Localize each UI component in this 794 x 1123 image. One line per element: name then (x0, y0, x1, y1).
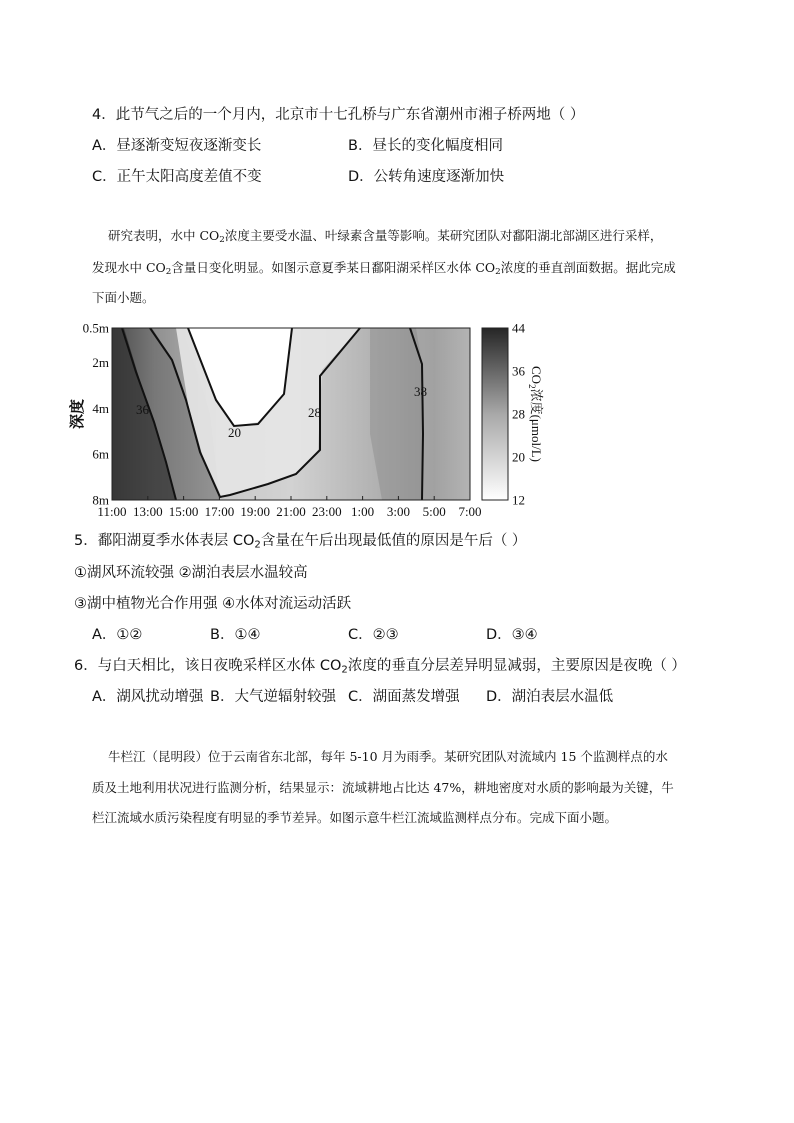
x-tick-label: 21:00 (276, 504, 306, 519)
passage1-line1: 研究表明，水中 $CO_2$浓度主要受水温、叶绿素含量等影响。某研究团队对鄱阳湖北部湖区进行采样， (108, 228, 663, 246)
x-tick-label: 19:00 (240, 504, 271, 519)
q5-option-a: A．①② (92, 627, 143, 643)
y-tick-label: 8m (92, 492, 109, 508)
q6-stem: 6．与白天相比，该日夜晚采样区水体 $CO_2$浓度的垂直分层差异明显减弱，主要原因是夜晚（ ） (74, 658, 686, 676)
x-tick-label: 23:00 (311, 504, 342, 519)
colorbar-tick-label: 12 (512, 492, 525, 508)
colorbar-tick-label: 28 (512, 406, 525, 422)
x-tick-label: 11:00 (97, 504, 127, 519)
colorbar-tick-label: 44 (512, 320, 525, 336)
colorbar-title: $CO_2$浓度(μmol/L) (527, 366, 544, 462)
contour-label-36: 36 (136, 402, 149, 417)
q5-option-d: D．③④ (486, 627, 538, 643)
passage1-line3: 下面小题。 (92, 290, 155, 305)
q5-statements-1-2: ①湖风环流较强 ②湖泊表层水温较高 (74, 565, 308, 581)
y-tick-label: 0.5m (82, 320, 109, 336)
x-tick-label: 5:00 (422, 504, 446, 519)
contour-label-28: 28 (308, 405, 321, 420)
q4-option-b: B．昼长的变化幅度相同 (348, 138, 503, 154)
y-tick-label: 2m (92, 354, 109, 370)
q4-option-d: D．公转角速度逐渐加快 (348, 169, 505, 185)
heatmap-zone-right (370, 328, 422, 500)
colorbar (482, 328, 508, 500)
y-axis-title: 深度 (68, 398, 86, 430)
x-tick-label: 7:00 (458, 504, 482, 519)
y-tick-label: 6m (92, 446, 109, 462)
heatmap-zone-far-right (416, 328, 470, 500)
colorbar-tick-label: 20 (512, 449, 525, 465)
q5-statements-3-4: ③湖中植物光合作用强 ④水体对流运动活跃 (74, 596, 352, 612)
colorbar-tick-label: 36 (512, 363, 525, 379)
co2-depth-profile-chart (70, 314, 550, 524)
passage2-line2: 质及土地利用状况进行监测分析，结果显示：流域耕地占比达 47%，耕地密度对水质的影响最为关键，牛 (92, 780, 674, 795)
q4-option-a: A．昼逐渐变短夜逐渐变长 (92, 138, 262, 154)
q6-option-b: B．大气逆辐射较强 (210, 689, 336, 705)
q6-option-d: D．湖泊表层水温低 (486, 689, 614, 705)
x-tick-label: 17:00 (204, 504, 235, 519)
x-tick-label: 15:00 (168, 504, 199, 519)
q5-stem: 5．鄱阳湖夏季水体表层 $CO_2$含量在午后出现最低值的原因是午后（ ） (74, 533, 527, 551)
q6-option-a: A．湖风扰动增强 (92, 689, 204, 705)
passage2-line1: 牛栏江（昆明段）位于云南省东北部，每年 5-10 月为雨季。某研究团队对流域内 15 个监测样点的水 (108, 749, 668, 764)
x-tick-label: 1:00 (351, 504, 375, 519)
q5-option-c: C．②③ (348, 627, 399, 643)
x-tick-label: 13:00 (132, 504, 163, 519)
q4-option-c: C．正午太阳高度差值不变 (92, 169, 262, 185)
passage2-line3: 栏江流域水质污染程度有明显的季节差异。如图示意牛栏江流域监测样点分布。完成下面小题。 (92, 810, 618, 825)
q4-stem: 4．此节气之后的一个月内，北京市十七孔桥与广东省潮州市湘子桥两地（ ） (92, 107, 585, 123)
passage1-line2: 发现水中 $CO_2$含量日变化明显。如图示意夏季某日鄱阳湖采样区水体 $CO_2$浓度的垂直剖面数据。据此完成 (92, 260, 676, 278)
q5-option-b: B．①④ (210, 627, 261, 643)
y-tick-label: 4m (92, 400, 109, 416)
contour-label-38: 38 (414, 384, 427, 399)
q6-option-c: C．湖面蒸发增强 (348, 689, 460, 705)
contour-label-20: 20 (228, 425, 241, 440)
x-tick-label: 3:00 (386, 504, 410, 519)
